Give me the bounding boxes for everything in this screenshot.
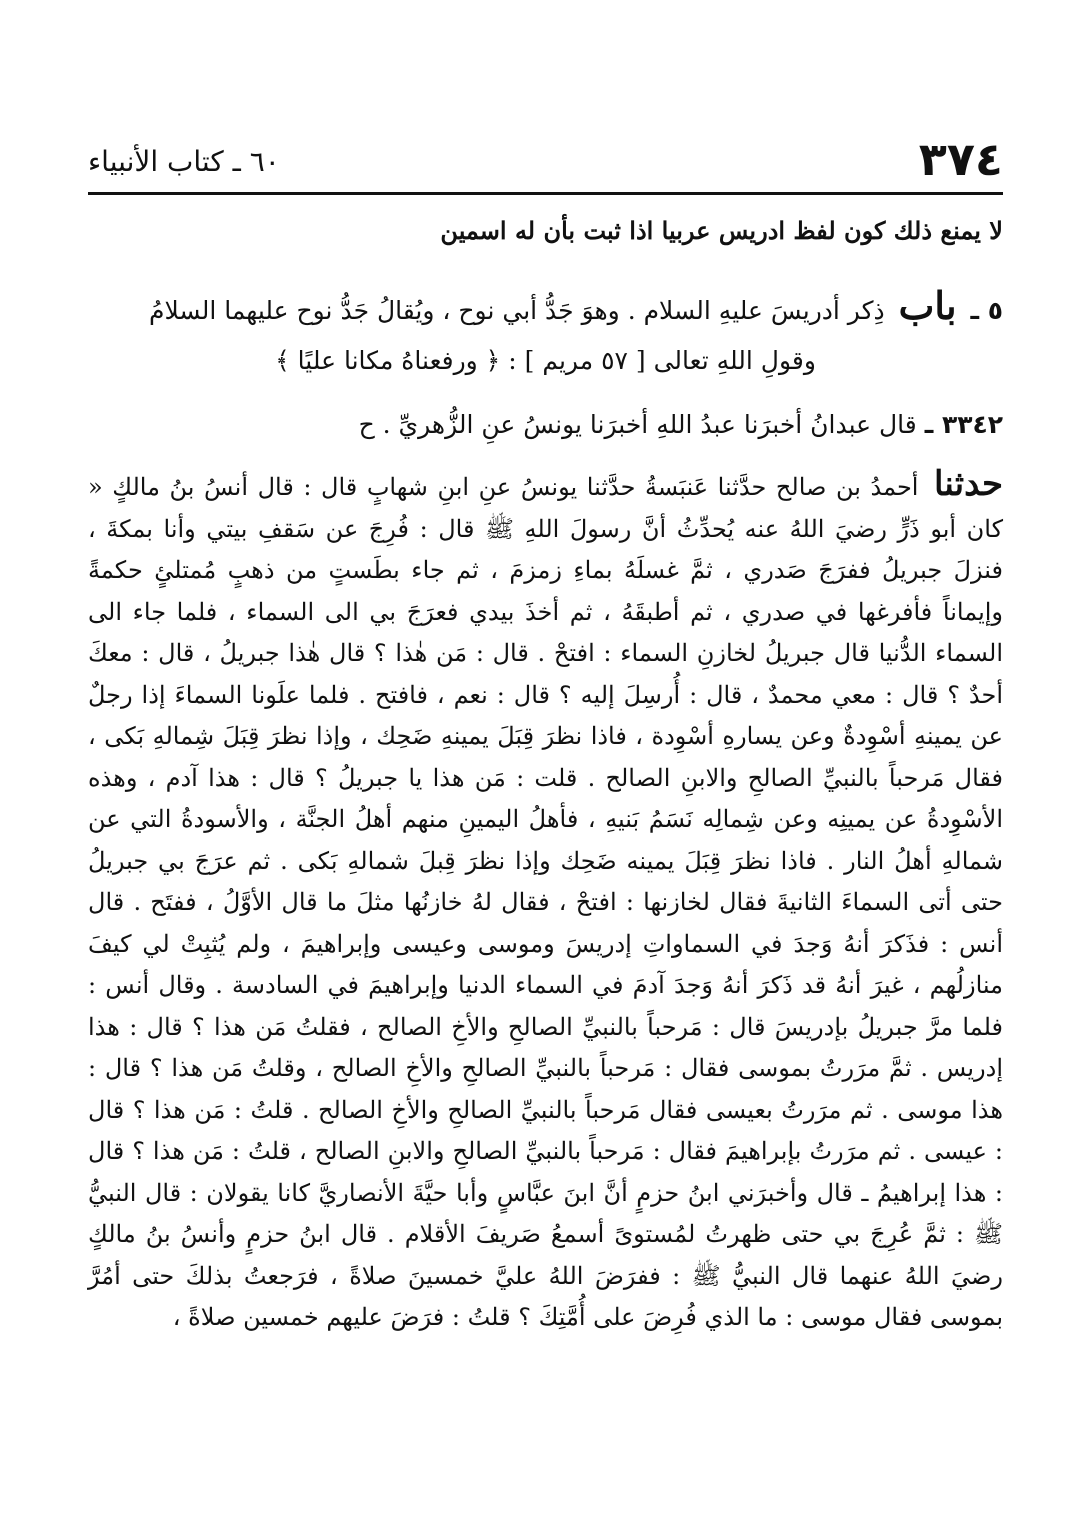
- chapter-heading: [88, 281, 1003, 336]
- haddathana-word: حدثنا: [934, 464, 1003, 504]
- hadith-text: أحمدُ بن صالح حدَّثنا عَنبَسةُ حدَّثنا يونسُ عنِ ابنِ شهابٍ قال : قال أنسُ بنُ مالكٍ « كان أبو ذَرٍّ رضيَ اللهُ عنه يُحدِّثُ أنَّ رسولَ اللهِ ﷺ قال : فُرِجَ عن سَقفِ بيتي وأنا بمكةَ ، فنزلَ جبريلُ ففرَجَ صَدري ، ثمَّ غسلَهُ بماءِ زمزمَ ، ثم جاء بطَستٍ من ذهبٍ مُمتلئٍ حكمةً وإيماناً فأفرغها في صدري ، ثم أطبقَهُ ، ثم أخذَ بيدي فعرَجَ بي الى السماء ، فلما جاء الى السماء الدُّنيا قال جبريلُ لخازنِ السماء : افتحْ . قال : مَن هٰذا ؟ قال هٰذا جبريلُ ، قال : معكَ أحدٌ ؟ قال : معي محمدٌ ، قال : أُرسِلَ إليه ؟ قال : نعم ، فافتح . فلما علَونا السماءَ إذا رجلٌ عن يمينهِ أسْوِدةٌ وعن يسارهِ أسْوِدة ، فاذا نظرَ قِبَلَ يمينهِ ضَحِك ، وإذا نظرَ قِبَلَ شِمالهِ بَكى ، فقال مَرحباً بالنبيِّ الصالحِ والابنِ الصالح . قلت : مَن هذا يا جبريلُ ؟ قال : هذا آدم ، وهذه الأسْوِدةُ عن يمينِه وعن شِمالِه نَسَمُ بَنيهِ ، فأهلُ اليمينِ منهم أهلُ الجنَّة ، والأسودةُ التي عن شمالهِ أهلُ النار . فاذا نظرَ قِبَلَ يمينه ضَحِك وإذا نظرَ قِبلَ شمالهِ بَكى . ثم عرَجَ بي جبريلُ حتى أتى السماءَ الثانيةَ فقال لخازنها : افتحْ ، فقال لهُ خازنُها مثلَ ما قال الأوَّلُ ، ففتَح . قال أنس : فذَكرَ أنهُ وَجدَ في السماواتِ إدريسَ وموسى وعيسى وإبراهيمَ ، ولم يُثبِتْ لي كيفَ منازلُهم ، غيرَ أنهُ قد ذَكرَ أنهُ وَجدَ آدمَ في السماء الدنيا وإبراهيمَ في السادسة . وقال أنس : فلما مرَّ جبريلُ بإدريسَ قال : مَرحباً بالنبيِّ الصالحِ والأخِ الصالح ، فقلتُ مَن هذا ؟ قال : هذا إدريس . ثمَّ مرَرتُ بموسى فقال : مَرحباً بالنبيِّ الصالحِ والأخِ الصالح ، وقلتُ مَن هذا ؟ قال : هذا موسى . ثم مرَرتُ بعيسى فقال مَرحباً بالنبيِّ الصالحِ والأخِ الصالح . قلتُ : مَن هذا ؟ قال : عيسى . ثم مرَرتُ بإبراهيمَ فقال : مَرحباً بالنبيِّ الصالحِ والابنِ الصالح ، قلتُ : مَن هذا ؟ قال : هذا إبراهيمُ ـ قال وأخبرَني ابنُ حزمٍ أنَّ ابنَ عبَّاسٍ وأبا حيَّةَ الأنصاريَّ كانا يقولان : قال النبيُّ ﷺ : ثمَّ عُرِجَ بي حتى ظهرتُ لمُستوىً أسمعُ صَريفَ الأقلام . قال ابنُ حزمٍ وأنسُ بنُ مالكٍ رضيَ اللهُ عنهما قال النبيُّ ﷺ : ففرَضَ اللهُ عليَّ خمسينَ صلاةً ، فرَجعتُ بذلكَ حتى أمُرَّ بموسى فقال موسى : ما الذي فُرِضَ على أُمَّتِكَ ؟ قلتُ : فرَضَ عليهم خمسين صلاةً ،: [88, 473, 1003, 1331]
- running-head: ٦٠ ـ كتاب الأنبياء: [88, 145, 280, 178]
- chapter-subtitle: وقولِ اللهِ تعالى [ ٥٧ مريم ] : ﴿ ورفعناهُ مكانا عليًا ﴾: [275, 346, 816, 375]
- chapter-bab-word: باب: [898, 283, 957, 328]
- book-page: [88, 130, 1003, 1339]
- chapter-title: ذِكر أدريسَ عليهِ السلام . وهوَ جَدُّ أبي نوح ، ويُقالُ جَدُّ نوح عليهما السلامُ: [149, 296, 885, 325]
- footnote-line: لا يمنع ذلك كون لفظ ادريس عربيا اذا ثبت بأن له اسمين: [440, 216, 1003, 245]
- page-number: ٣٧٤: [918, 132, 1003, 186]
- page-header: [88, 130, 1003, 195]
- hadith-body: [88, 464, 1003, 1339]
- hadith-isnad-text: قال عبدانُ أخبرَنا عبدُ اللهِ أخبرَنا يونسُ عنِ الزُّهريِّ . ح: [358, 410, 917, 439]
- hadith-isnad: [88, 400, 1003, 450]
- chapter-number: ٥ ـ: [970, 296, 1003, 325]
- hadith-number: ٣٣٤٢ ـ: [924, 410, 1003, 439]
